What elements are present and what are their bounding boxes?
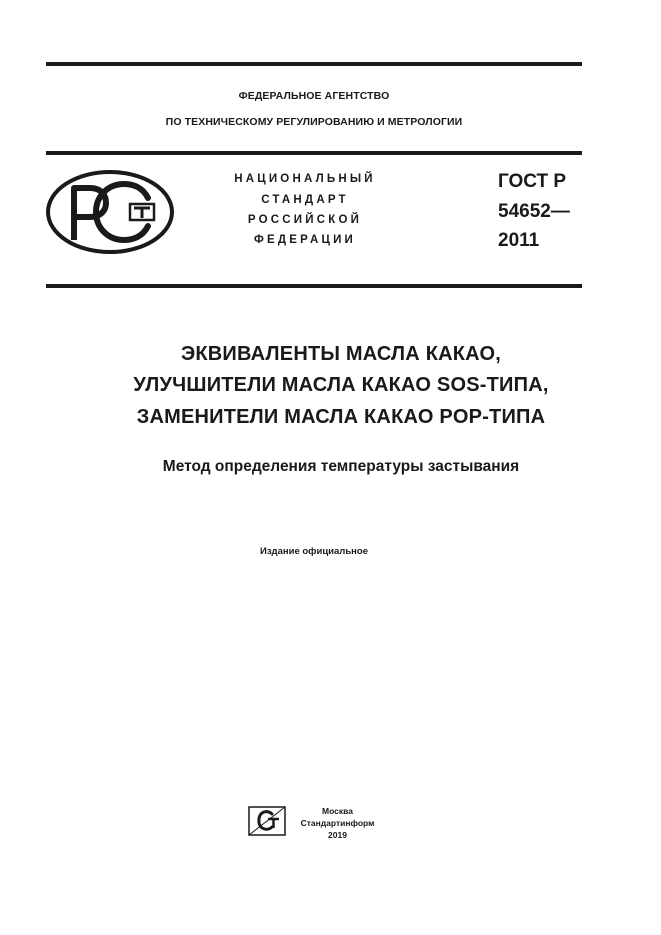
standard-label-line-1: НАЦИОНАЛЬНЫЙ	[234, 173, 376, 185]
publisher-city: Москва	[322, 806, 353, 816]
document-title-line-1: ЭКВИВАЛЕНТЫ МАСЛА КАКАО,	[180, 343, 502, 365]
standard-label-line-3: РОССИЙСКОЙ	[247, 214, 363, 226]
document-subtitle: Метод определения температуры застывания	[162, 458, 520, 475]
standard-label-line-2: СТАНДАРТ	[261, 194, 349, 206]
gost-designation-line-3: 2011	[498, 230, 540, 251]
standartinform-logo-icon	[248, 806, 286, 836]
standard-label-line-4: ФЕДЕРАЦИИ	[253, 234, 357, 246]
agency-line-1: ФЕДЕРАЛЬНОЕ АГЕНТСТВО	[238, 90, 390, 102]
document-title-line-3: ЗАМЕНИТЕЛИ МАСЛА КАКАО POP-ТИПА	[136, 406, 546, 428]
gost-designation-line-2: 54652—	[498, 201, 570, 222]
document-title-line-2: УЛУЧШИТЕЛИ МАСЛА КАКАО SOS-ТИПА,	[133, 374, 549, 396]
rst-certification-mark-icon	[44, 168, 176, 256]
publisher-year: 2019	[328, 830, 347, 840]
edition-label: Издание официальное	[260, 546, 368, 557]
gost-designation-line-1: ГОСТ Р	[498, 171, 567, 192]
standard-block-rule	[46, 284, 582, 288]
top-rule	[46, 62, 582, 66]
header-rule	[46, 151, 582, 155]
publisher-name: Стандартинформ	[300, 818, 375, 828]
agency-line-2: ПО ТЕХНИЧЕСКОМУ РЕГУЛИРОВАНИЮ И МЕТРОЛОГИИ	[165, 116, 463, 128]
